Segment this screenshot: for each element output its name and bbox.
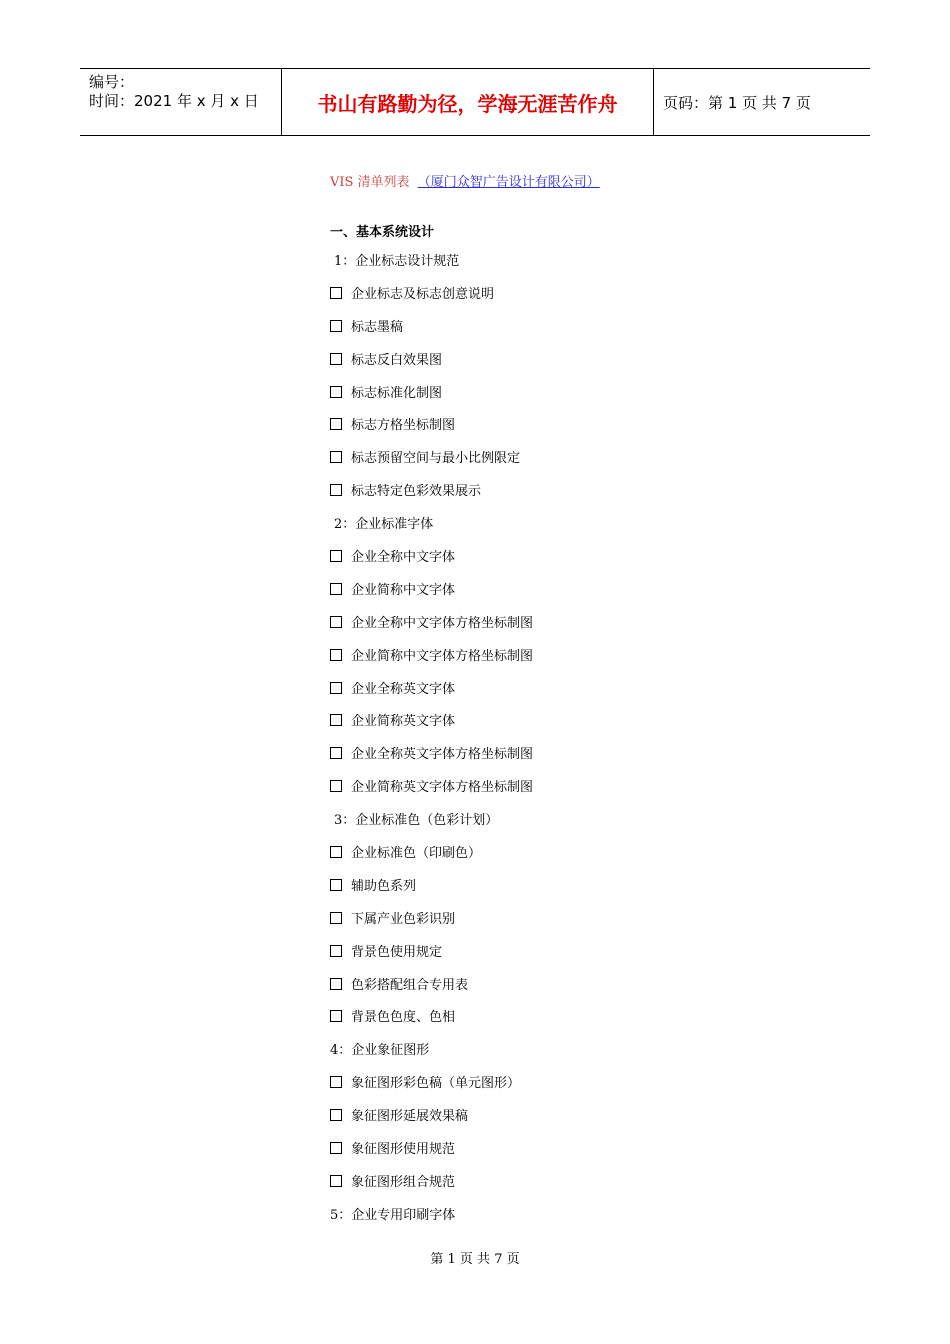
checkbox-icon[interactable]: [330, 484, 342, 496]
item-label: 标志标准化制图: [351, 385, 443, 401]
checklist-item: [330, 615, 533, 648]
number-label: 编号：: [89, 73, 135, 91]
checklist: [330, 253, 533, 1240]
item-label: 标志墨稿: [351, 319, 404, 335]
checkbox-icon[interactable]: [330, 846, 342, 858]
checklist-item: [330, 483, 533, 516]
checklist-item: [330, 944, 533, 977]
checkbox-icon[interactable]: [330, 682, 342, 694]
checkbox-icon[interactable]: [330, 353, 342, 365]
page-header: [80, 68, 870, 136]
item-label: 下属产业色彩识别: [351, 911, 456, 927]
item-label: 标志特定色彩效果展示: [351, 484, 482, 500]
header-motto: 书山有路勤为径，学海无涯苦作舟: [282, 69, 654, 135]
checklist-item: [330, 450, 533, 483]
time-label: 时间：2021 年 x 月 x 日: [89, 92, 259, 110]
company-link[interactable]: （厦门众智广告设计有限公司）: [417, 175, 600, 190]
checkbox-icon[interactable]: [330, 386, 342, 398]
checkbox-icon[interactable]: [330, 879, 342, 891]
item-label: 1：企业标志设计规范: [334, 254, 460, 269]
item-label: 象征图形使用规范: [351, 1142, 456, 1158]
checklist-item: [330, 746, 533, 779]
checkbox-icon[interactable]: [330, 616, 342, 628]
subsection-heading: [330, 812, 533, 845]
checklist-item: [330, 1075, 533, 1108]
checklist-item: [330, 779, 533, 812]
checklist-item: [330, 845, 533, 878]
item-label: 辅助色系列: [351, 878, 417, 894]
subsection-heading: [330, 1207, 533, 1240]
checklist-item: [330, 352, 533, 385]
header-meta: [80, 69, 282, 135]
checkbox-icon[interactable]: [330, 1076, 342, 1088]
checklist-item: [330, 911, 533, 944]
item-label: 企业标准色（印刷色）: [351, 846, 482, 862]
item-label: 4：企业象征图形: [330, 1043, 430, 1059]
item-label: 标志方格坐标制图: [351, 418, 456, 434]
item-label: 背景色使用规定: [351, 944, 443, 960]
checkbox-icon[interactable]: [330, 780, 342, 792]
subsection-heading: [330, 253, 533, 286]
checkbox-icon[interactable]: [330, 978, 342, 990]
checkbox-icon[interactable]: [330, 747, 342, 759]
checklist-item: [330, 1141, 533, 1174]
checkbox-icon[interactable]: [330, 649, 342, 661]
checklist-item: [330, 286, 533, 319]
checklist-item: [330, 582, 533, 615]
checklist-item: [330, 1009, 533, 1042]
checkbox-icon[interactable]: [330, 1010, 342, 1022]
checkbox-icon[interactable]: [330, 418, 342, 430]
item-label: 象征图形延展效果稿: [351, 1109, 469, 1125]
item-label: 企业简称英文字体方格坐标制图: [351, 780, 534, 796]
checklist-item: [330, 977, 533, 1010]
item-label: 象征图形组合规范: [351, 1174, 456, 1190]
title-prefix: VIS 清单列表: [330, 175, 410, 190]
item-label: 象征图形彩色稿（单元图形）: [351, 1076, 521, 1092]
checkbox-icon[interactable]: [330, 583, 342, 595]
item-label: 标志反白效果图: [351, 352, 443, 368]
item-label: 2：企业标准字体: [334, 517, 434, 533]
item-label: 企业简称中文字体方格坐标制图: [351, 648, 534, 664]
checkbox-icon[interactable]: [330, 320, 342, 332]
checklist-item: [330, 417, 533, 450]
checklist-item: [330, 648, 533, 681]
checklist-item: [330, 878, 533, 911]
item-label: 企业简称英文字体: [351, 714, 456, 730]
item-label: 企业全称中文字体方格坐标制图: [351, 615, 534, 631]
checklist-item: [330, 319, 533, 352]
checkbox-icon[interactable]: [330, 451, 342, 463]
checkbox-icon[interactable]: [330, 1142, 342, 1154]
item-label: 企业全称中文字体: [351, 550, 456, 566]
checkbox-icon[interactable]: [330, 287, 342, 299]
item-label: 5：企业专用印刷字体: [330, 1207, 456, 1223]
item-label: 色彩搭配组合专用表: [351, 977, 469, 993]
item-label: 企业简称中文字体: [351, 582, 456, 598]
item-label: 企业全称英文字体方格坐标制图: [351, 747, 534, 763]
checkbox-icon[interactable]: [330, 1175, 342, 1187]
checkbox-icon[interactable]: [330, 1109, 342, 1121]
checkbox-icon[interactable]: [330, 912, 342, 924]
checklist-item: [330, 385, 533, 418]
page-footer: 第 1 页 共 7 页: [430, 1252, 520, 1267]
checklist-item: [330, 713, 533, 746]
item-label: 企业全称英文字体: [351, 681, 456, 697]
item-label: 背景色色度、色相: [351, 1010, 456, 1026]
checkbox-icon[interactable]: [330, 550, 342, 562]
subsection-heading: [330, 1042, 533, 1075]
checklist-item: [330, 549, 533, 582]
item-label: 3：企业标准色（色彩计划）: [334, 813, 499, 829]
checklist-item: [330, 1174, 533, 1207]
checklist-item: [330, 681, 533, 714]
item-label: 企业标志及标志创意说明: [351, 286, 495, 302]
document-title: [330, 171, 600, 190]
checkbox-icon[interactable]: [330, 714, 342, 726]
header-page-info: 页码：第 1 页 共 7 页: [663, 93, 811, 112]
checkbox-icon[interactable]: [330, 945, 342, 957]
section-heading: 一、基本系统设计: [330, 225, 435, 240]
item-label: 标志预留空间与最小比例限定: [351, 451, 521, 467]
checklist-item: [330, 1108, 533, 1141]
subsection-heading: [330, 516, 533, 549]
